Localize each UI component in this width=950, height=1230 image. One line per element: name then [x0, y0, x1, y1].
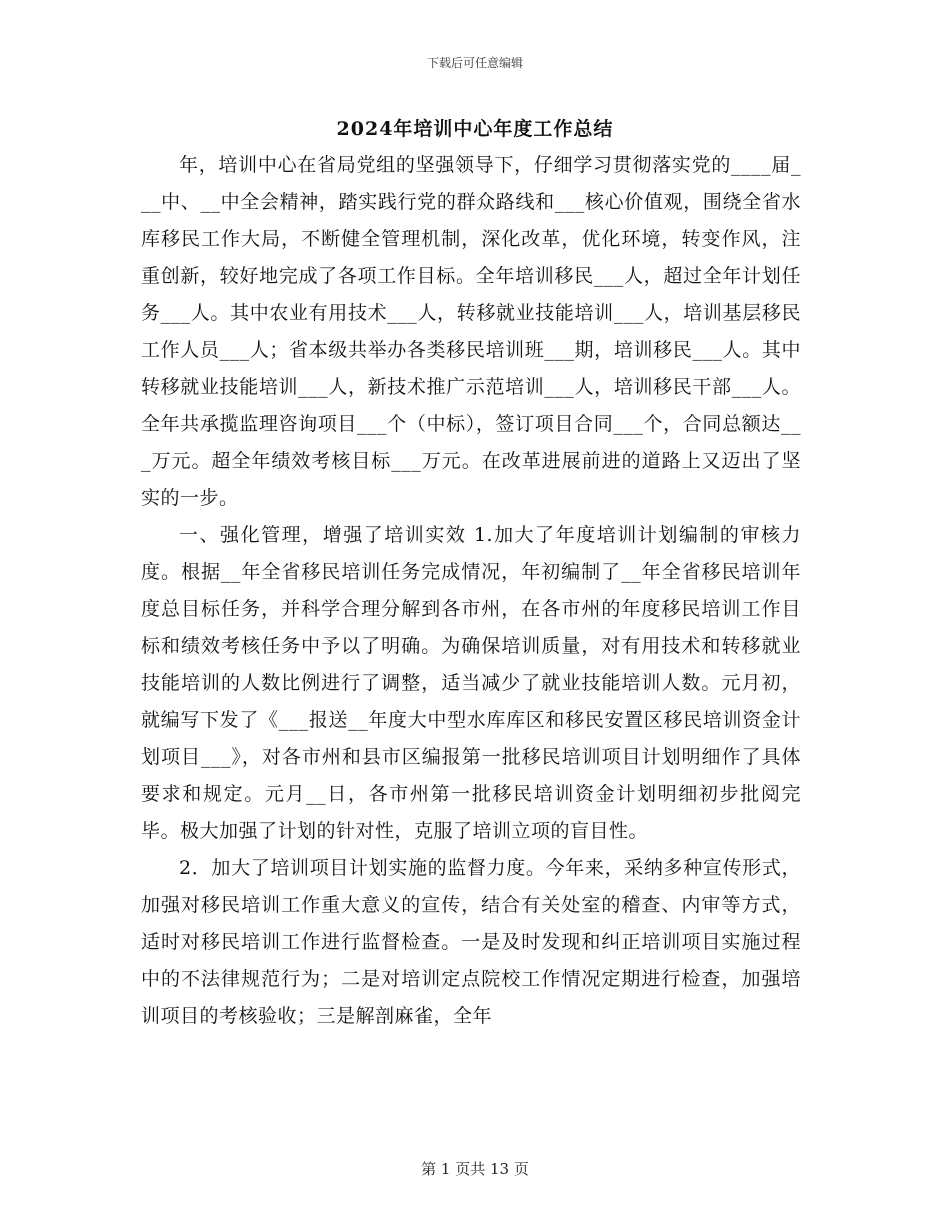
paragraph-section-2: 2．加大了培训项目计划实施的监督力度。今年来，采纳多种宣传形式，加强对移民培训工作重大意义的宣传，结合有关处室的稽查、内审等方式，适时对移民培训工作进行监督检查。一是及时发现和纠正培训项目实施过程中的不法律规范行为；二是对培训定点院校工作情况定期进行检查，加强培训项目的考核验收；三是解剖麻雀，全年	[141, 857, 801, 1027]
page-number-footer: 第 1 页共 13 页	[421, 1160, 529, 1178]
document-body	[141, 147, 801, 1035]
paragraph-intro: 年，培训中心在省局党组的坚强领导下，仔细学习贯彻落实党的____届___中、__中全会精神，踏实践行党的群众路线和___核心价值观，围绕全省水库移民工作大局，不断健全管理机制，深化改革，优化环境，转变作风，注重创新，较好地完成了各项工作目标。全年培训移民___人，超过全年计划任务___人。其中农业有用技术___人，转移就业技能培训___人，培训基层移民工作人员___人；省本级共举办各类移民培训班___期，培训移民___人。其中转移就业技能培训___人，新技术推广示范培训___人，培训移民干部___人。全年共承揽监理咨询项目___个（中标），签订项目合同___个，合同总额达___万元。超全年绩效考核目标___万元。在改革进展前进的道路上又迈出了坚实的一步。	[141, 154, 801, 509]
paragraph-section-1: 一、强化管理，增强了培训实效 1.加大了年度培训计划编制的审核力度。根据__年全省移民培训任务完成情况，年初编制了__年全省移民培训年度总目标任务，并科学合理分解到各市州，在各市州的年度移民培训工作目标和绩效考核任务中予以了明确。为确保培训质量，对有用技术和转移就业技能培训的人数比例进行了调整，适当减少了就业技能培训人数。元月初，就编写下发了《___报送__年度大中型水库库区和移民安置区移民培训资金计划项目___》，对各市州和县市区编报第一批移民培训项目计划明细作了具体要求和规定。元月__日，各市州第一批移民培训资金计划明细初步批阅完毕。极大加强了计划的针对性，克服了培训立项的盲目性。	[141, 524, 801, 842]
document-title: 2024年培训中心年度工作总结	[336, 118, 614, 140]
page-header: 下载后可任意编辑	[426, 56, 523, 70]
